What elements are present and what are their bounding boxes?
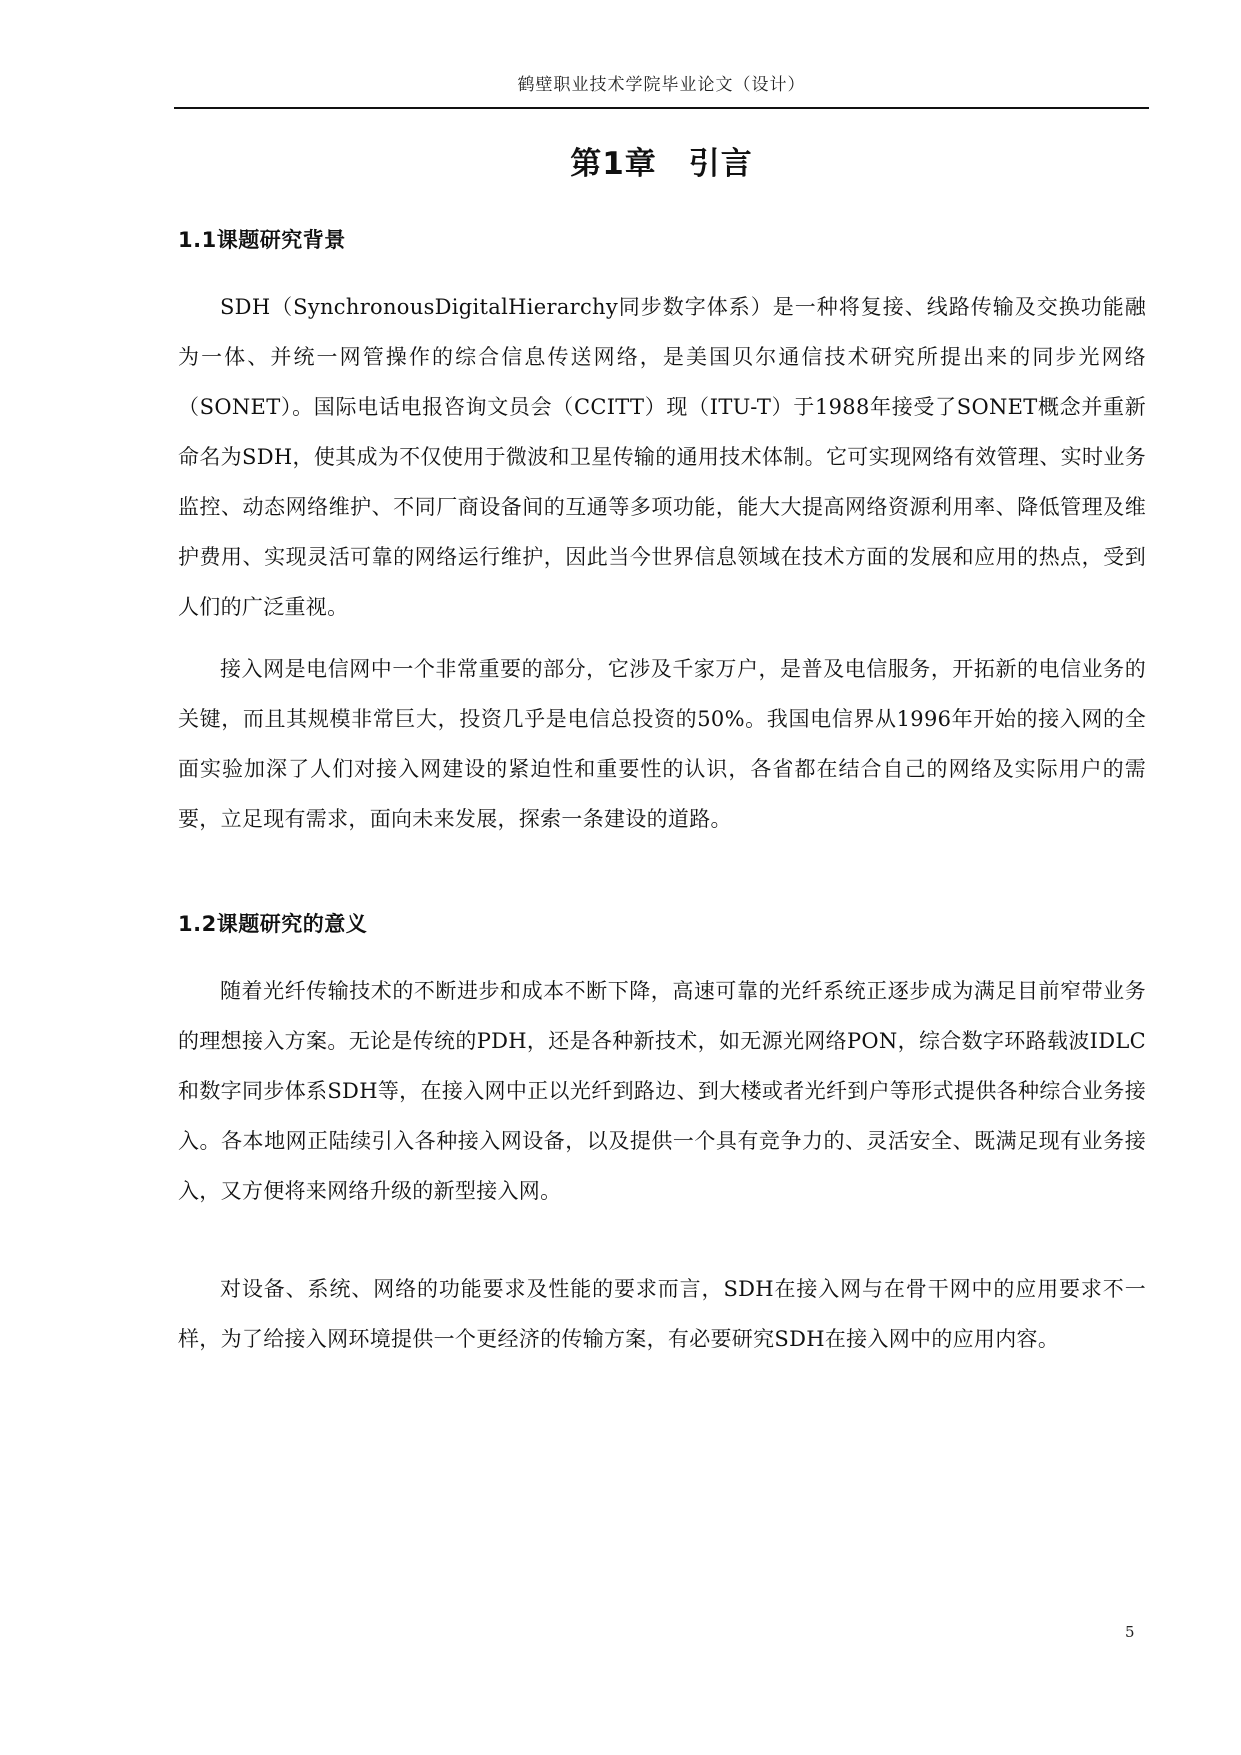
paragraph-1-1-a: SDH（SynchronousDigitalHierarchy同步数字体系）是一种将复接、线路传输及交换功能融为一体、并统一网管操作的综合信息传送网络，是美国贝尔通信技术研究所提出来的同步光网络（SONET）。国际电话电报咨询文员会（CCITT）现（ITU-T）于1988年接受了SONET概念并重新命名为SDH，使其成为不仅使用于微波和卫星传输的通用技术体制。它可实现网络有效管理、实时业务监控、动态网络维护、不同厂商设备间的互通等多项功能，能大大提高网络资源利用率、降低管理及维护费用、实现灵活可靠的网络运行维护，因此当今世界信息领域在技术方面的发展和应用的热点，受到人们的广泛重视。 [178, 295, 1146, 619]
paragraph-1-1-b: 接入网是电信网中一个非常重要的部分，它涉及千家万户，是普及电信服务，开拓新的电信业务的关键，而且其规模非常巨大，投资几乎是电信总投资的50%。我国电信界从1996年开始的接入网的全面实验加深了人们对接入网建设的紧迫性和重要性的认识，各省都在结合自己的网络及实际用户的需要，立足现有需求，面向未来发展，探索一条建设的道路。 [178, 657, 1146, 831]
section-heading-1-2: 1.2课题研究的意义 [178, 912, 368, 936]
chapter-title: 第1章 引言 [570, 146, 753, 182]
paragraph-1-2-a: 随着光纤传输技术的不断进步和成本不断下降，高速可靠的光纤系统正逐步成为满足目前窄带业务的理想接入方案。无论是传统的PDH，还是各种新技术，如无源光网络PON，综合数字环路载波IDLC和数字同步体系SDH等，在接入网中正以光纤到路边、到大楼或者光纤到户等形式提供各种综合业务接入。各本地网正陆续引入各种接入网设备，以及提供一个具有竞争力的、灵活安全、既满足现有业务接入，又方便将来网络升级的新型接入网。 [178, 979, 1146, 1203]
header-rule [174, 107, 1149, 109]
page-number: 5 [1125, 1623, 1135, 1641]
running-header: 鹤壁职业技术学院毕业论文（设计） [517, 75, 806, 95]
section-heading-1-1: 1.1课题研究背景 [178, 228, 346, 252]
paragraph-1-2-b: 对设备、系统、网络的功能要求及性能的要求而言，SDH在接入网与在骨干网中的应用要求不一样，为了给接入网环境提供一个更经济的传输方案，有必要研究SDH在接入网中的应用内容。 [178, 1277, 1146, 1351]
